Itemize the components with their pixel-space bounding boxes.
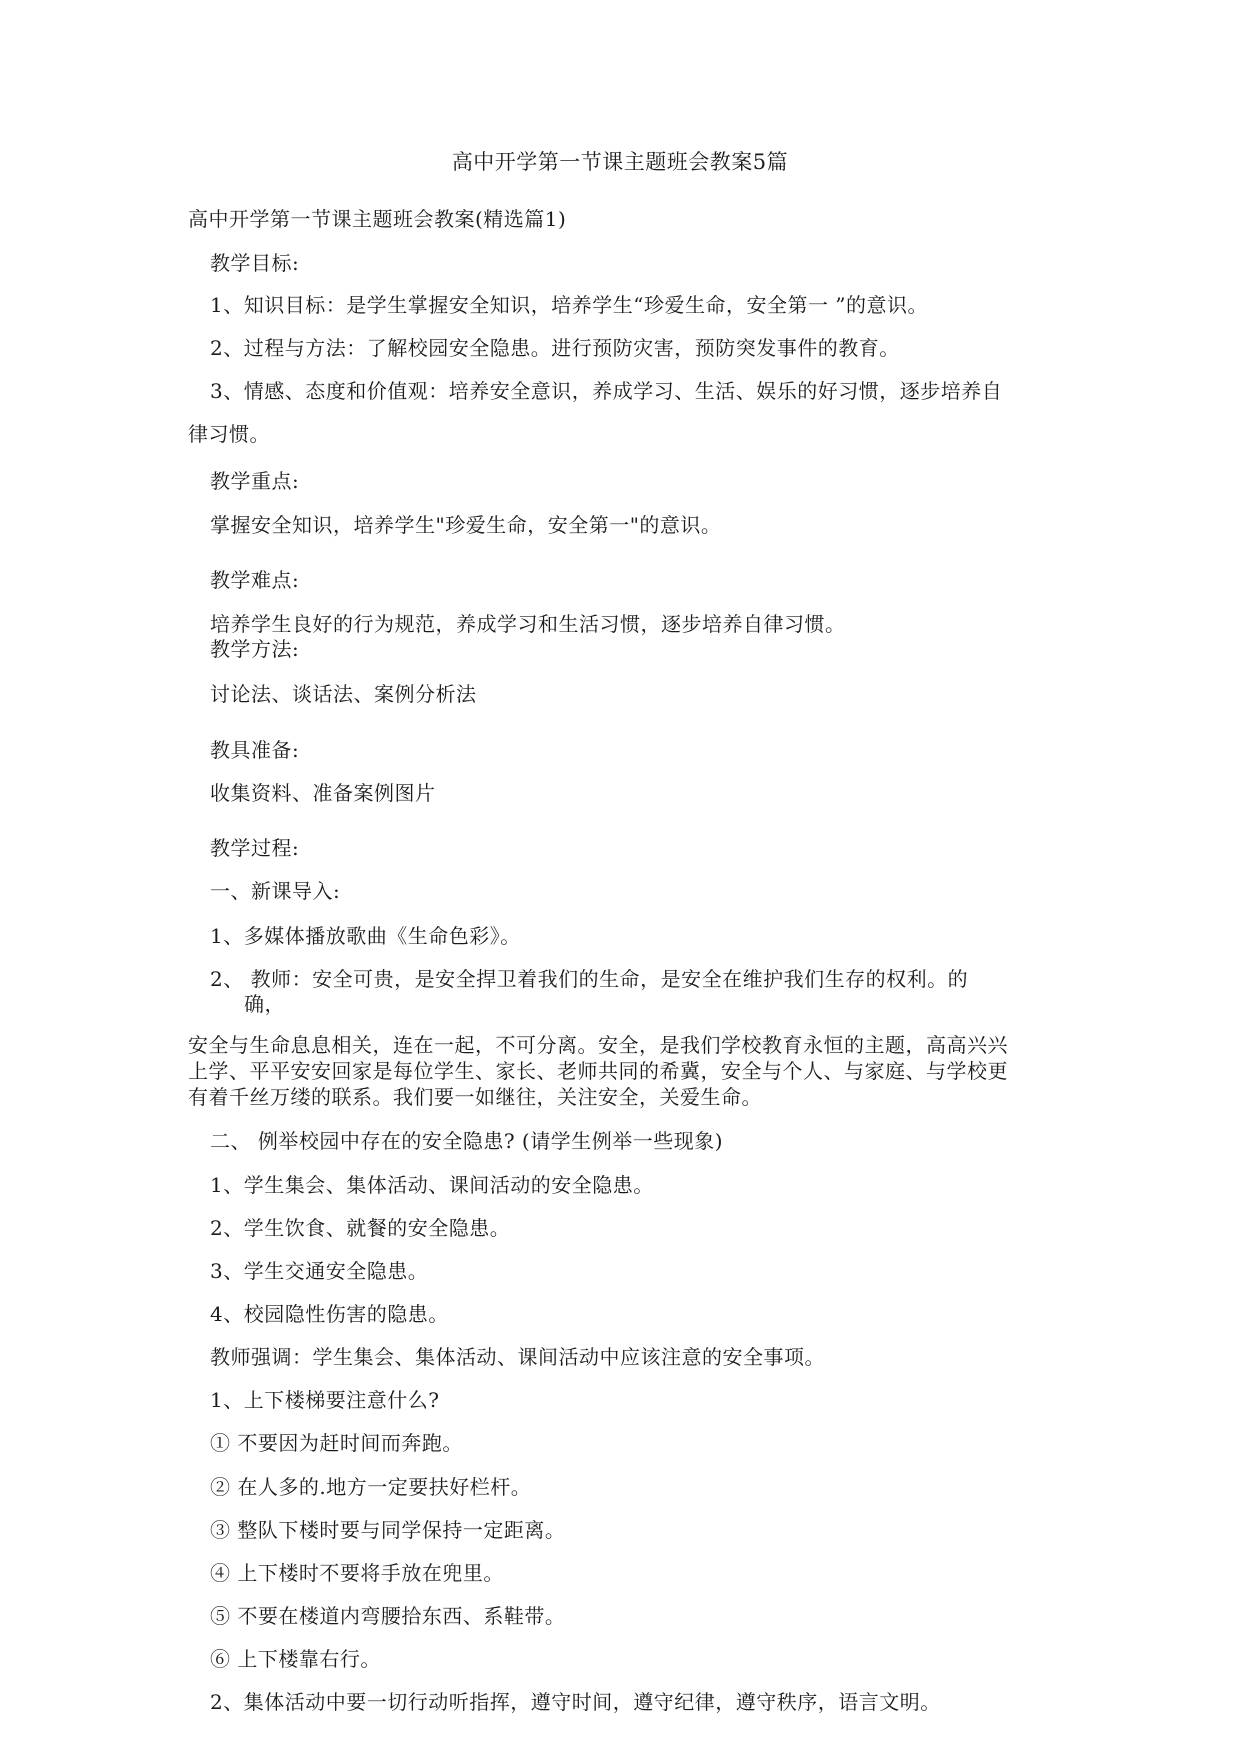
heading-teaching-process: 教学过程: xyxy=(210,836,300,860)
paragraph-line: 2、 教师：安全可贵，是安全捍卫着我们的生命，是安全在维护我们生存的权利。的 xyxy=(210,967,969,991)
document-title: 高中开学第一节课主题班会教案5篇 xyxy=(451,150,789,174)
heading-new-lesson: 一、新课导入: xyxy=(210,879,341,903)
heading-teaching-goals: 教学目标: xyxy=(210,251,300,275)
paragraph-line: 教师强调：学生集会、集体活动、课间活动中应该注意的安全事项。 xyxy=(210,1345,825,1369)
paragraph-line: 确， xyxy=(244,992,285,1016)
list-item: ⑤ 不要在楼道内弯腰拾东西、系鞋带。 xyxy=(210,1604,566,1628)
paragraph-line: 掌握安全知识，培养学生"珍爱生命，安全第一"的意识。 xyxy=(210,513,722,537)
heading-teaching-method: 教学方法: xyxy=(210,637,300,661)
paragraph-line: 培养学生良好的行为规范，养成学习和生活习惯，逐步培养自律习惯。 xyxy=(210,612,846,636)
paragraph-line: 1、多媒体播放歌曲《生命色彩》。 xyxy=(210,924,521,948)
paragraph-line: 收集资料、准备案例图片 xyxy=(210,781,436,805)
paragraph-line: 讨论法、谈话法、案例分析法 xyxy=(210,682,477,706)
paragraph-line: 2、过程与方法：了解校园安全隐患。进行预防灾害，预防突发事件的教育。 xyxy=(210,336,900,360)
list-item: 3、学生交通安全隐患。 xyxy=(210,1259,429,1283)
section-title: 高中开学第一节课主题班会教案(精选篇1) xyxy=(188,207,567,231)
list-item: ① 不要因为赶时间而奔跑。 xyxy=(210,1431,463,1455)
list-item: 2、学生饮食、就餐的安全隐患。 xyxy=(210,1216,511,1240)
paragraph-line: 上学、平平安安回家是每位学生、家长、老师共同的希冀，安全与个人、与家庭、与学校更 xyxy=(188,1059,1008,1083)
list-item: ⑥ 上下楼靠右行。 xyxy=(210,1647,381,1671)
paragraph-line: 3、情感、态度和价值观：培养安全意识，养成学习、生活、娱乐的好习惯，逐步培养自 xyxy=(210,379,1003,403)
paragraph-line: 律习惯。 xyxy=(188,422,270,446)
heading-hazards: 二、 例举校园中存在的安全隐患? (请学生例举一些现象) xyxy=(210,1129,724,1153)
list-item: 4、校园隐性伤害的隐患。 xyxy=(210,1302,449,1326)
heading-teaching-focus: 教学重点: xyxy=(210,469,300,493)
list-item: 1、上下楼梯要注意什么? xyxy=(210,1388,440,1412)
list-item: 1、学生集会、集体活动、课间活动的安全隐患。 xyxy=(210,1173,654,1197)
paragraph-line: 有着千丝万缕的联系。我们要一如继往，关注安全，关爱生命。 xyxy=(188,1085,762,1109)
heading-teaching-difficulty: 教学难点: xyxy=(210,568,300,592)
list-item: ④ 上下楼时不要将手放在兜里。 xyxy=(210,1561,504,1585)
paragraph-line: 1、知识目标：是学生掌握安全知识，培养学生“珍爱生命，安全第一 ”的意识。 xyxy=(210,293,929,317)
list-item: ② 在人多的.地方一定要扶好栏杆。 xyxy=(210,1475,532,1499)
heading-teaching-aids: 教具准备: xyxy=(210,738,300,762)
list-item: 2、集体活动中要一切行动听指挥，遵守时间，遵守纪律，遵守秩序，语言文明。 xyxy=(210,1690,941,1714)
list-item: ③ 整队下楼时要与同学保持一定距离。 xyxy=(210,1518,566,1542)
paragraph-line: 安全与生命息息相关，连在一起，不可分离。安全，是我们学校教育永恒的主题，高高兴兴 xyxy=(188,1033,1008,1057)
